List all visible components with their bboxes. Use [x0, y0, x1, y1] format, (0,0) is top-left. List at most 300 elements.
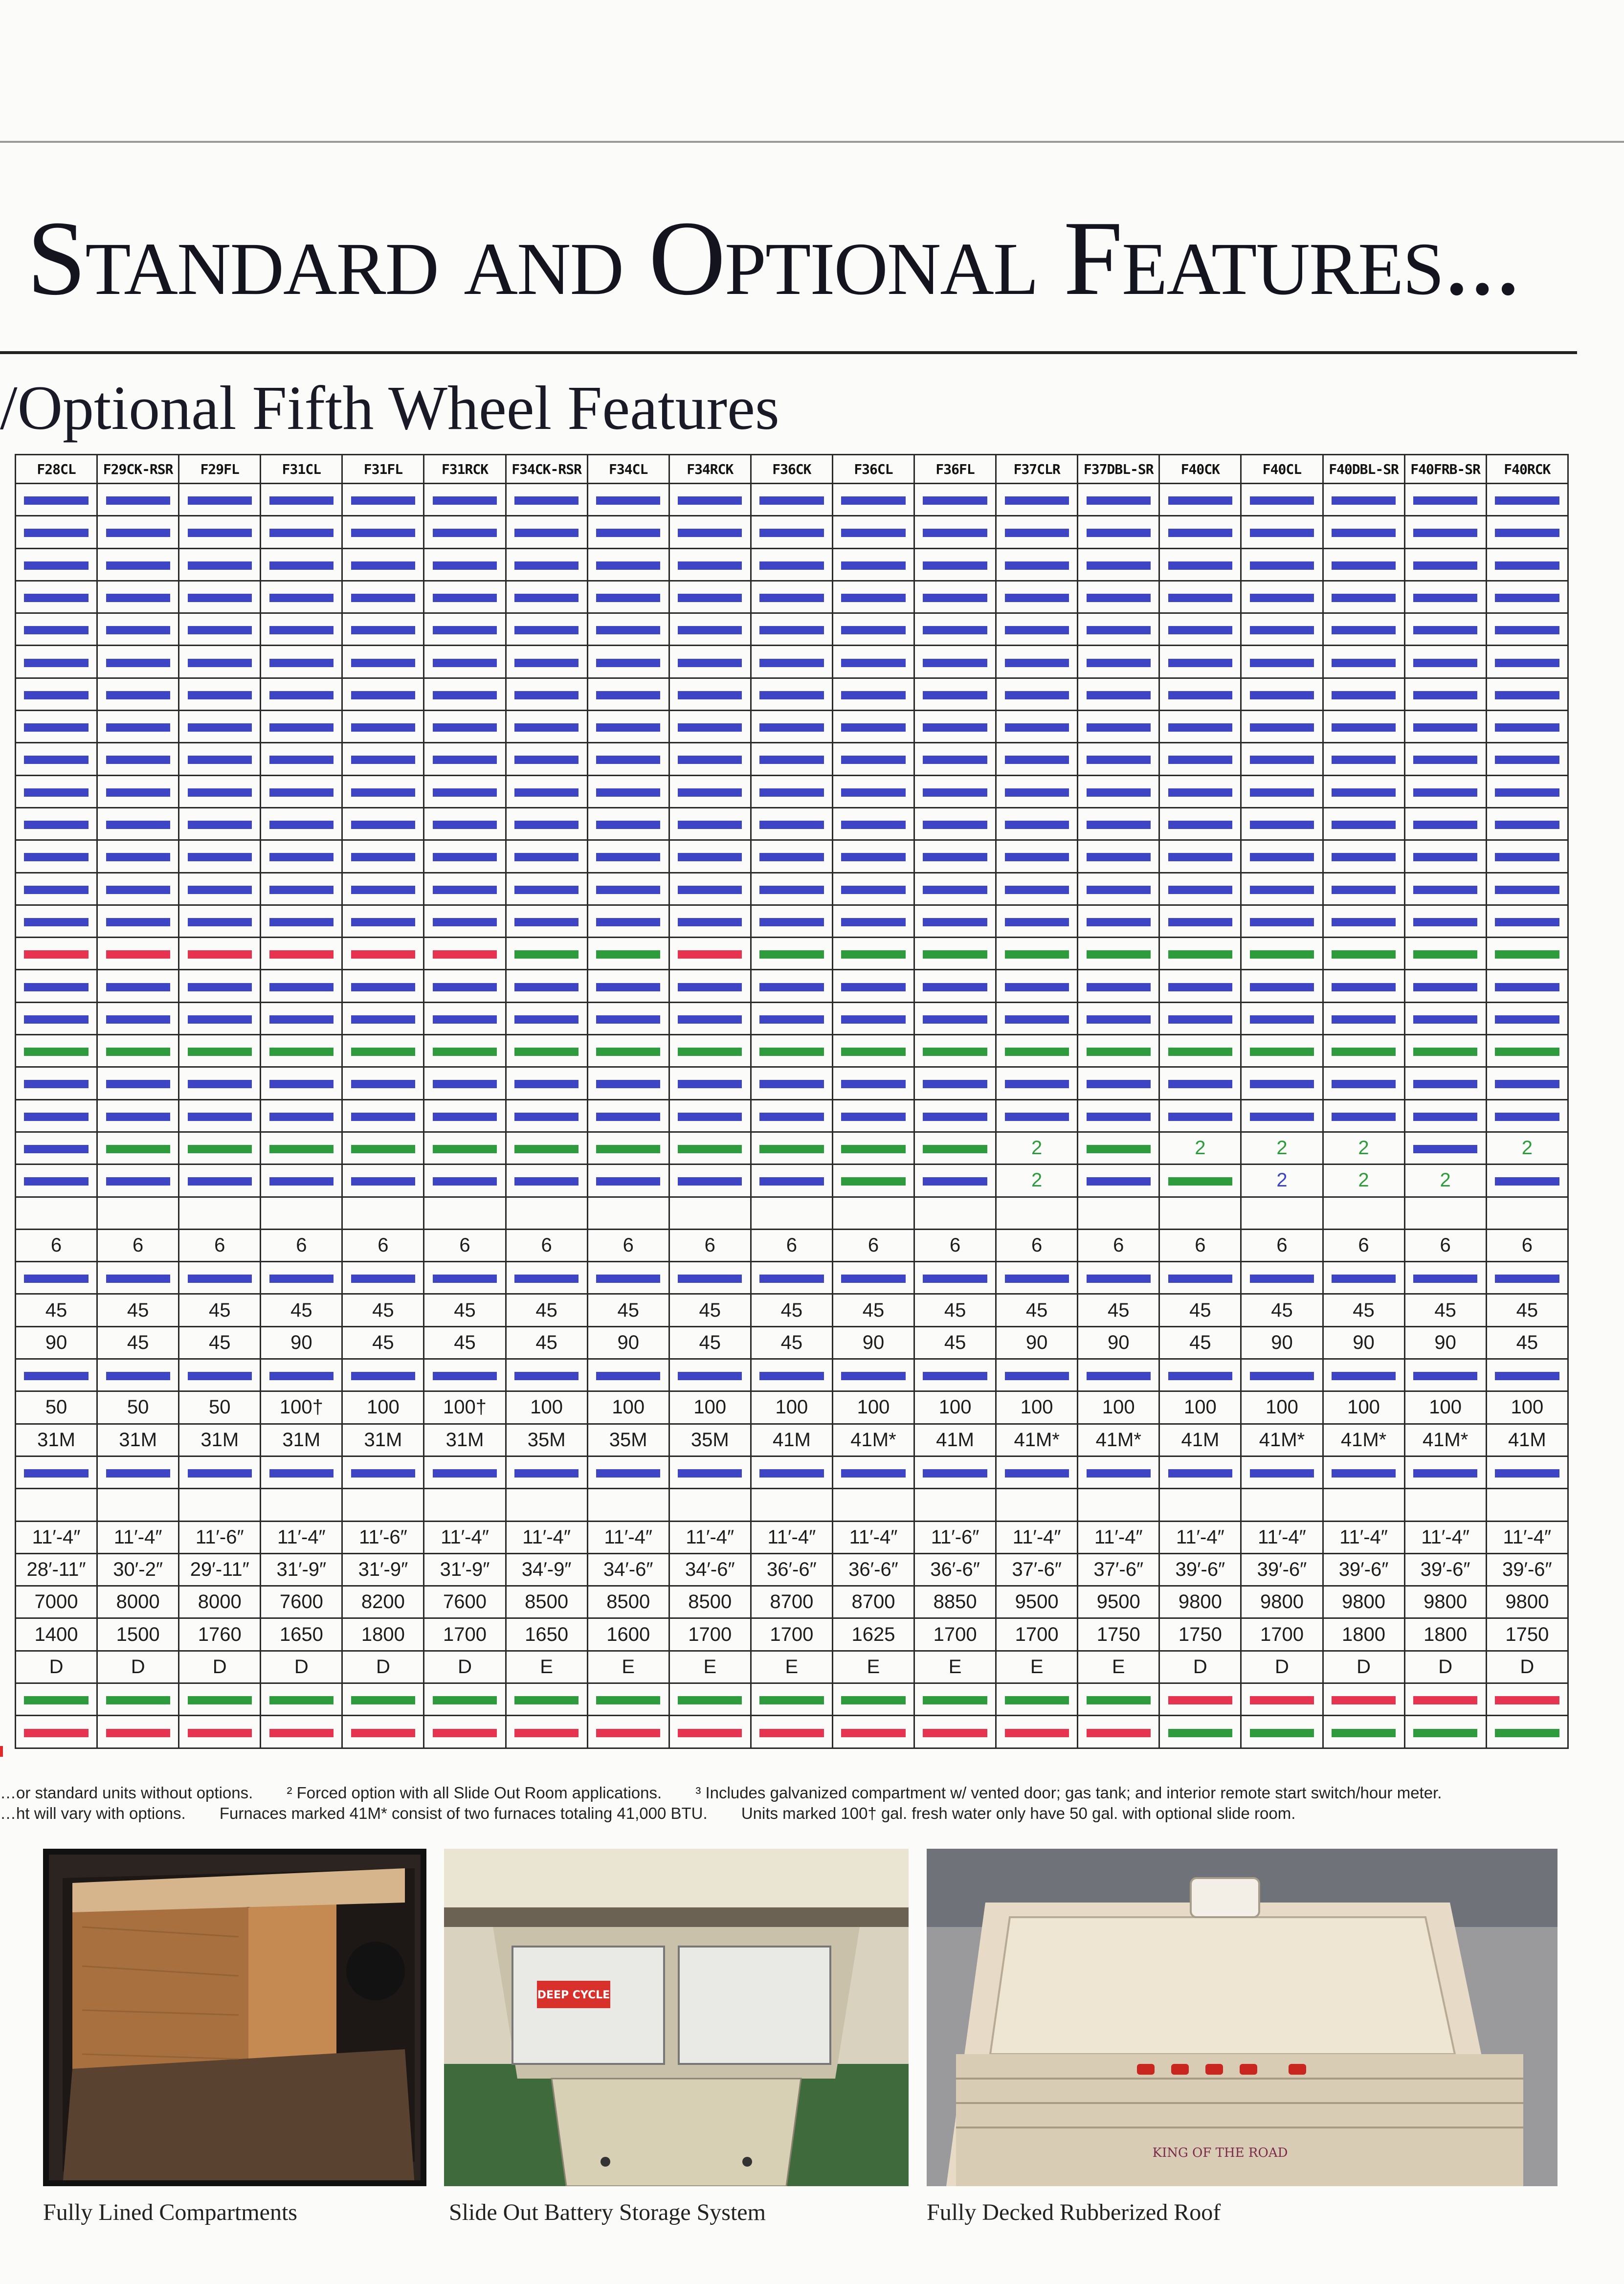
feature-cell: [424, 1164, 506, 1197]
standard-bar-marker: [1005, 756, 1069, 764]
feature-row: [16, 1294, 1568, 1326]
feature-cell: [179, 873, 261, 905]
cell-value: 1800: [1424, 1623, 1468, 1645]
feature-cell: [669, 1067, 751, 1099]
standard-bar-marker: [1413, 886, 1477, 894]
cell-value: 45: [944, 1299, 966, 1321]
standard-bar-marker: [678, 594, 742, 602]
standard-bar-marker: [841, 853, 905, 861]
standard-bar-marker: [1005, 723, 1069, 732]
feature-cell: [179, 678, 261, 710]
page-title-text: Standard and Optional Features...: [27, 200, 1521, 317]
standard-bar-marker: [1168, 1015, 1232, 1024]
standard-bar-marker: [269, 529, 334, 537]
standard-bar-marker: [596, 983, 660, 991]
feature-cell: [996, 1229, 1078, 1261]
standard-bar-marker: [1005, 1113, 1069, 1121]
feature-cell: [1078, 1651, 1159, 1683]
feature-row: [16, 1683, 1568, 1715]
feature-cell: [97, 1586, 179, 1618]
other-bar-marker: [759, 1696, 823, 1704]
feature-row: [16, 1359, 1568, 1391]
standard-bar-marker: [678, 918, 742, 926]
feature-cell: [261, 581, 342, 613]
other-bar-marker: [1168, 1729, 1232, 1737]
optional-bar-marker: [1087, 1729, 1151, 1737]
feature-row: [16, 613, 1568, 646]
feature-cell: [1159, 1229, 1241, 1261]
cell-value: D: [458, 1656, 472, 1678]
feature-cell: [424, 1035, 506, 1067]
other-bar-marker: [106, 1145, 170, 1153]
cell-value: D: [294, 1656, 309, 1678]
feature-cell: [16, 1456, 97, 1488]
standard-bar-marker: [1413, 723, 1477, 732]
standard-bar-marker: [514, 594, 578, 602]
cell-value: 90: [1108, 1331, 1130, 1353]
feature-cell: [1486, 678, 1568, 710]
feature-cell: [914, 1456, 996, 1488]
feature-cell: [587, 548, 669, 581]
feature-cell: [179, 1067, 261, 1099]
standard-bar-marker: [1087, 626, 1151, 634]
standard-bar-marker: [188, 529, 252, 537]
cell-value: 100: [938, 1396, 972, 1418]
feature-cell: [424, 807, 506, 840]
cell-value: 36′-6″: [930, 1558, 980, 1580]
standard-bar-marker: [1250, 1015, 1314, 1024]
cell-value: 1650: [279, 1623, 323, 1645]
feature-cell: [1404, 1489, 1486, 1521]
feature-cell: [97, 1002, 179, 1034]
feature-cell: [587, 1164, 669, 1197]
feature-cell: [342, 1132, 424, 1164]
other-bar-marker: [188, 1048, 252, 1056]
feature-cell: [424, 873, 506, 905]
feature-cell: [342, 1164, 424, 1197]
feature-cell: [1323, 646, 1404, 678]
optional-bar-marker: [188, 1729, 252, 1737]
standard-bar-marker: [923, 756, 987, 764]
cell-value: 45: [1271, 1299, 1293, 1321]
feature-cell: [342, 1326, 424, 1359]
feature-row: [16, 1424, 1568, 1456]
standard-bar-marker: [678, 886, 742, 894]
other-bar-marker: [1332, 950, 1396, 959]
standard-bar-marker: [188, 626, 252, 634]
feature-cell: [1323, 1651, 1404, 1683]
feature-cell: [1159, 711, 1241, 743]
feature-cell: [1159, 1002, 1241, 1034]
standard-bar-marker: [269, 821, 334, 829]
standard-bar-marker: [351, 496, 415, 505]
feature-cell: [1486, 1716, 1568, 1748]
standard-bar-marker: [1168, 886, 1232, 894]
standard-bar-marker: [1250, 1469, 1314, 1478]
feature-cell: [1241, 1067, 1323, 1099]
feature-cell: [16, 646, 97, 678]
standard-bar-marker: [841, 594, 905, 602]
feature-cell: [751, 905, 832, 937]
feature-cell: [261, 1683, 342, 1715]
standard-bar-marker: [351, 723, 415, 732]
feature-cell: [996, 1553, 1078, 1586]
feature-cell: [1323, 516, 1404, 548]
feature-cell: [996, 840, 1078, 873]
standard-bar-marker: [1495, 1275, 1559, 1283]
feature-cell: [261, 1294, 342, 1326]
feature-cell: [261, 1326, 342, 1359]
feature-cell: [1078, 905, 1159, 937]
feature-cell: [996, 678, 1078, 710]
feature-cell: [97, 1456, 179, 1488]
optional-bar-marker: [1495, 1696, 1559, 1704]
model-header-f36cl: F36CL: [832, 455, 914, 484]
standard-bar-marker: [1413, 788, 1477, 797]
feature-cell: [1404, 1229, 1486, 1261]
standard-bar-marker: [1332, 983, 1396, 991]
standard-bar-marker: [269, 626, 334, 634]
feature-cell: [751, 581, 832, 613]
feature-cell: [506, 1716, 587, 1748]
standard-bar-marker: [24, 1177, 88, 1186]
cell-value: 1500: [116, 1623, 160, 1645]
feature-cell: [1486, 938, 1568, 970]
other-bar-marker: [841, 1177, 905, 1186]
other-bar-marker: [514, 950, 578, 959]
standard-bar-marker: [24, 1145, 88, 1153]
feature-cell: [1078, 1229, 1159, 1261]
standard-bar-marker: [1087, 1113, 1151, 1121]
feature-cell: [669, 711, 751, 743]
feature-cell: [342, 1099, 424, 1132]
feature-cell: [1241, 1618, 1323, 1651]
standard-bar-marker: [1413, 659, 1477, 667]
feature-cell: [1241, 1651, 1323, 1683]
feature-cell: [751, 970, 832, 1002]
standard-bar-marker: [596, 918, 660, 926]
feature-cell: [424, 1683, 506, 1715]
feature-cell: [832, 938, 914, 970]
cell-value: 1700: [688, 1623, 732, 1645]
standard-bar-marker: [1168, 496, 1232, 505]
optional-bar-marker: [24, 950, 88, 959]
feature-cell: [342, 711, 424, 743]
standard-bar-marker: [269, 886, 334, 894]
feature-cell: [1159, 938, 1241, 970]
feature-cell: [1323, 1294, 1404, 1326]
standard-bar-marker: [106, 756, 170, 764]
standard-bar-marker: [433, 659, 497, 667]
other-bar-marker: [759, 1145, 823, 1153]
cell-value: 90: [862, 1331, 885, 1353]
standard-bar-marker: [351, 756, 415, 764]
feature-cell: [832, 1553, 914, 1586]
feature-cell: [261, 711, 342, 743]
cell-value: 9800: [1342, 1591, 1386, 1613]
cell-value: 31′-9″: [440, 1558, 490, 1580]
feature-cell: [1404, 1683, 1486, 1715]
feature-cell: [1078, 1683, 1159, 1715]
standard-bar-marker: [678, 529, 742, 537]
other-bar-marker: [923, 950, 987, 959]
standard-bar-marker: [1168, 561, 1232, 570]
standard-bar-marker: [188, 496, 252, 505]
feature-row: [16, 873, 1568, 905]
feature-row: [16, 1099, 1568, 1132]
feature-cell: [587, 516, 669, 548]
standard-bar-marker: [1495, 886, 1559, 894]
feature-cell: [832, 1683, 914, 1715]
cell-value: 31′-9″: [276, 1558, 327, 1580]
standard-bar-marker: [106, 886, 170, 894]
feature-cell: [506, 873, 587, 905]
standard-bar-marker: [1495, 983, 1559, 991]
standard-bar-marker: [1495, 1372, 1559, 1380]
model-header-f31cl: F31CL: [261, 455, 342, 484]
other-bar-marker: [1413, 1729, 1477, 1737]
other-bar-marker: [351, 1696, 415, 1704]
other-bar-marker: [923, 1048, 987, 1056]
cell-value: 34′-6″: [685, 1558, 735, 1580]
feature-cell: [16, 1618, 97, 1651]
standard-bar-marker: [1495, 1080, 1559, 1088]
standard-bar-marker: [678, 561, 742, 570]
feature-cell: [832, 1521, 914, 1553]
feature-cell: [751, 1553, 832, 1586]
cell-value: 50: [208, 1396, 231, 1418]
standard-bar-marker: [1413, 1113, 1477, 1121]
feature-cell: [506, 807, 587, 840]
standard-bar-marker: [923, 1015, 987, 1024]
standard-bar-marker: [841, 529, 905, 537]
feature-cell: [1486, 1359, 1568, 1391]
feature-cell: [1241, 1391, 1323, 1424]
standard-bar-marker: [923, 529, 987, 537]
feature-cell: [342, 516, 424, 548]
feature-cell: [1241, 548, 1323, 581]
feature-cell: [751, 1099, 832, 1132]
standard-bar-marker: [596, 756, 660, 764]
feature-cell: [506, 1294, 587, 1326]
standard-bar-marker: [1168, 691, 1232, 699]
standard-bar-marker: [1087, 983, 1151, 991]
feature-cell: [587, 1391, 669, 1424]
feature-cell: [261, 938, 342, 970]
standard-bar-marker: [1087, 788, 1151, 797]
standard-bar-marker: [1413, 1080, 1477, 1088]
feature-cell: [996, 1035, 1078, 1067]
cell-value: 100: [1511, 1396, 1544, 1418]
feature-cell: [261, 1002, 342, 1034]
standard-bar-marker: [1087, 918, 1151, 926]
feature-cell: [342, 1035, 424, 1067]
standard-bar-marker: [269, 1015, 334, 1024]
feature-cell: [669, 938, 751, 970]
feature-cell: [1241, 1035, 1323, 1067]
feature-cell: [424, 1132, 506, 1164]
feature-cell: [1159, 581, 1241, 613]
standard-bar-marker: [841, 788, 905, 797]
feature-cell: [832, 1456, 914, 1488]
feature-cell: [587, 678, 669, 710]
feature-cell: [587, 711, 669, 743]
standard-bar-marker: [596, 886, 660, 894]
feature-cell: [506, 1262, 587, 1294]
standard-bar-marker: [514, 821, 578, 829]
other-bar-marker: [351, 1145, 415, 1153]
footnote-line-2: [0, 1803, 1614, 1824]
feature-row: [16, 1618, 1568, 1651]
standard-bar-marker: [841, 918, 905, 926]
standard-bar-marker: [1005, 594, 1069, 602]
cell-value: 45: [208, 1331, 231, 1353]
feature-cell: [1159, 905, 1241, 937]
cell-value: 39′-6″: [1338, 1558, 1389, 1580]
feature-cell: [1486, 1586, 1568, 1618]
feature-cell: [1404, 548, 1486, 581]
feature-cell: [424, 1651, 506, 1683]
feature-cell: [506, 484, 587, 516]
model-header-f36ck: F36CK: [751, 455, 832, 484]
cell-value: 11′-4″: [686, 1526, 734, 1548]
standard-bar-marker: [188, 1372, 252, 1380]
standard-bar-marker: [596, 788, 660, 797]
cell-value: 11′-4″: [522, 1526, 571, 1548]
feature-cell: [751, 1716, 832, 1748]
cell-value: 50: [45, 1396, 67, 1418]
feature-cell: [342, 1683, 424, 1715]
feature-cell: [506, 1391, 587, 1424]
standard-bar-marker: [1413, 594, 1477, 602]
feature-cell: [506, 1456, 587, 1488]
standard-bar-marker: [678, 1113, 742, 1121]
standard-bar-marker: [1413, 1372, 1477, 1380]
feature-cell: [996, 1197, 1078, 1229]
standard-bar-marker: [678, 821, 742, 829]
feature-cell: [424, 646, 506, 678]
standard-bar-marker: [596, 853, 660, 861]
standard-bar-marker: [433, 918, 497, 926]
feature-cell: [1159, 516, 1241, 548]
feature-cell: [996, 548, 1078, 581]
standard-bar-marker: [514, 1080, 578, 1088]
feature-row: [16, 1002, 1568, 1034]
feature-cell: [587, 1683, 669, 1715]
feature-cell: [587, 873, 669, 905]
feature-cell: [424, 1359, 506, 1391]
feature-cell: [1078, 711, 1159, 743]
cell-value: 45: [1189, 1331, 1211, 1353]
feature-cell: [832, 484, 914, 516]
standard-bar-marker: [1332, 886, 1396, 894]
cell-value: 1700: [770, 1623, 814, 1645]
standard-bar-marker: [841, 691, 905, 699]
standard-bar-marker: [1005, 1080, 1069, 1088]
standard-bar-marker: [269, 723, 334, 732]
feature-cell: [1159, 1197, 1241, 1229]
standard-bar-marker: [596, 496, 660, 505]
cell-value: 36′-6″: [767, 1558, 817, 1580]
cell-value: 41M*: [1095, 1429, 1141, 1451]
other-bar-marker: [1005, 950, 1069, 959]
cell-value: 11′-6″: [195, 1526, 244, 1548]
standard-bar-marker: [1332, 691, 1396, 699]
feature-cell: [1404, 516, 1486, 548]
standard-bar-marker: [1168, 626, 1232, 634]
feature-cell: [424, 1099, 506, 1132]
feature-cell: [1078, 1553, 1159, 1586]
standard-bar-marker: [1332, 529, 1396, 537]
feature-cell: [1159, 1424, 1241, 1456]
feature-cell: [1486, 970, 1568, 1002]
cell-value: 11′-6″: [931, 1526, 979, 1548]
standard-bar-marker: [269, 788, 334, 797]
feature-cell: [1323, 1326, 1404, 1359]
other-bar-marker: [514, 1696, 578, 1704]
feature-cell: [506, 516, 587, 548]
feature-cell: [1241, 1683, 1323, 1715]
feature-cell: [424, 905, 506, 937]
standard-bar-marker: [1250, 1113, 1314, 1121]
standard-bar-marker: [188, 691, 252, 699]
standard-bar-marker: [514, 1113, 578, 1121]
footnote-6: Units marked 100† gal. fresh water only have 50 gal. with optional slide room.: [741, 1804, 1296, 1822]
feature-cell: [1241, 711, 1323, 743]
cell-value: E: [867, 1656, 880, 1678]
cell-value: 8000: [198, 1591, 242, 1613]
standard-bar-marker: [1495, 756, 1559, 764]
cell-value: 1800: [361, 1623, 405, 1645]
standard-bar-marker: [514, 1469, 578, 1478]
feature-cell: [832, 1002, 914, 1034]
feature-cell: [1078, 807, 1159, 840]
cell-value: 37′-6″: [1093, 1558, 1144, 1580]
feature-row: [16, 1716, 1568, 1748]
feature-cell: [1404, 1035, 1486, 1067]
cell-value: 1750: [1178, 1623, 1222, 1645]
cell-value: 6: [378, 1234, 389, 1256]
feature-cell: [1078, 1359, 1159, 1391]
standard-bar-marker: [759, 1372, 823, 1380]
standard-bar-marker: [1087, 529, 1151, 537]
feature-cell: [914, 1067, 996, 1099]
standard-bar-marker: [1332, 561, 1396, 570]
standard-bar-marker: [188, 1469, 252, 1478]
feature-cell: [1078, 1164, 1159, 1197]
standard-bar-marker: [1332, 1080, 1396, 1088]
feature-row: [16, 1229, 1568, 1261]
feature-cell: [1486, 484, 1568, 516]
optional-bar-marker: [514, 1729, 578, 1737]
feature-cell: [179, 807, 261, 840]
feature-cell: [1486, 1002, 1568, 1034]
feature-cell: [669, 1132, 751, 1164]
standard-bar-marker: [433, 1275, 497, 1283]
feature-cell: [424, 1489, 506, 1521]
feature-cell: [1323, 1424, 1404, 1456]
standard-bar-marker: [1495, 691, 1559, 699]
feature-cell: [914, 1489, 996, 1521]
feature-cell: [16, 1586, 97, 1618]
standard-bar-marker: [433, 756, 497, 764]
feature-cell: [832, 1035, 914, 1067]
feature-cell: [261, 646, 342, 678]
standard-bar-marker: [1495, 723, 1559, 732]
feature-cell: [751, 1586, 832, 1618]
other-bar-marker: [923, 1696, 987, 1704]
standard-bar-marker: [24, 821, 88, 829]
